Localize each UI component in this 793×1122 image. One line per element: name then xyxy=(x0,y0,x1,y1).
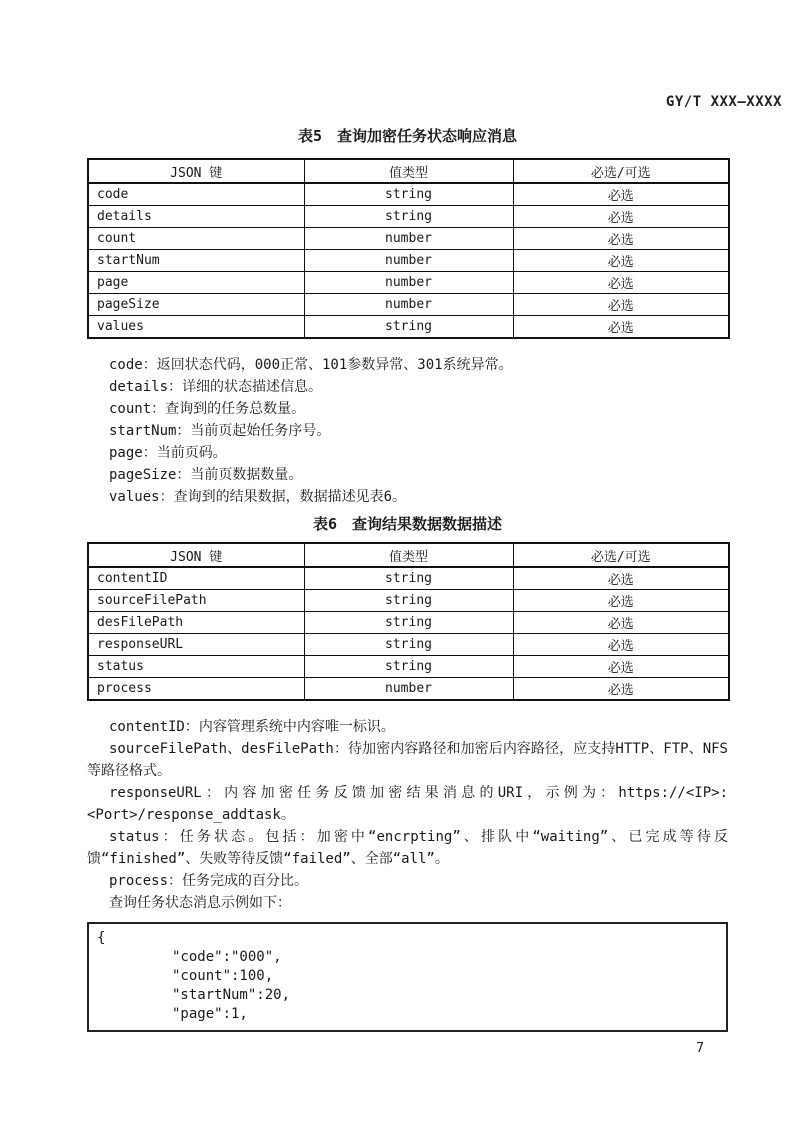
table6-notes xyxy=(87,716,728,914)
cell-value-type: string xyxy=(304,183,513,206)
cell-value-type: number xyxy=(304,250,513,272)
json-example-box xyxy=(87,922,728,1032)
cell-json-key: contentID xyxy=(88,567,304,590)
cell-value-type: number xyxy=(304,272,513,294)
table6-col-value-type: 值类型 xyxy=(304,543,513,567)
cell-required: 必选 xyxy=(513,634,729,656)
table6-title: 表6 查询结果数据数据描述 xyxy=(312,515,503,533)
cell-value-type: string xyxy=(304,612,513,634)
note-line: pageSize：当前页数据数量。 xyxy=(109,467,303,483)
table-row xyxy=(88,590,729,612)
table5-title: 表5 查询加密任务状态响应消息 xyxy=(297,127,518,145)
cell-required: 必选 xyxy=(513,250,729,272)
table-row xyxy=(88,634,729,656)
table-row xyxy=(88,294,729,316)
table6 xyxy=(87,542,730,701)
table-row xyxy=(88,612,729,634)
cell-json-key: count xyxy=(88,228,304,250)
cell-json-key: desFilePath xyxy=(88,612,304,634)
cell-json-key: startNum xyxy=(88,250,304,272)
page-number: 7 xyxy=(696,1041,704,1056)
note-line: process：任务完成的百分比。 xyxy=(109,873,309,889)
note-line: values：查询到的结果数据，数据描述见表6。 xyxy=(109,489,406,505)
cell-json-key: process xyxy=(88,678,304,701)
cell-json-key: details xyxy=(88,206,304,228)
note-line: responseURL：内容加密任务反馈加密结果消息的URI，示例为：https://<IP>:<Port>/response_addtask。 xyxy=(87,785,728,823)
cell-json-key: sourceFilePath xyxy=(88,590,304,612)
cell-json-key: page xyxy=(88,272,304,294)
cell-value-type: string xyxy=(304,634,513,656)
cell-required: 必选 xyxy=(513,294,729,316)
note-line: count：查询到的任务总数量。 xyxy=(109,401,306,417)
page-header xyxy=(0,94,793,110)
page-footer xyxy=(87,1041,728,1056)
table5-col-required: 必选/可选 xyxy=(513,159,729,183)
cell-json-key: status xyxy=(88,656,304,678)
table-row xyxy=(88,272,729,294)
cell-value-type: string xyxy=(304,316,513,339)
table-row xyxy=(88,678,729,701)
cell-value-type: number xyxy=(304,294,513,316)
cell-value-type: string xyxy=(304,567,513,590)
table6-col-json-key: JSON 键 xyxy=(88,543,304,567)
table-row xyxy=(88,250,729,272)
table-row xyxy=(88,567,729,590)
cell-value-type: number xyxy=(304,228,513,250)
note-line: 查询任务状态消息示例如下： xyxy=(109,895,291,911)
cell-required: 必选 xyxy=(513,228,729,250)
table-row xyxy=(88,656,729,678)
note-line: page：当前页码。 xyxy=(109,445,227,461)
table6-col-required: 必选/可选 xyxy=(513,543,729,567)
table5-header-row xyxy=(88,159,729,183)
table5-notes xyxy=(87,354,728,508)
code-line: "count":100, xyxy=(172,968,274,984)
note-line: status：任务状态。包括：加密中“encrpting”、排队中“waiting”、已完成等待反馈“finished”、失败等待反馈“failed”、全部“all”。 xyxy=(87,829,728,867)
table-row xyxy=(88,206,729,228)
cell-value-type: string xyxy=(304,206,513,228)
table-row xyxy=(88,228,729,250)
note-line: code：返回状态代码，000正常、101参数异常、301系统异常。 xyxy=(109,357,513,373)
cell-required: 必选 xyxy=(513,183,729,206)
cell-value-type: string xyxy=(304,656,513,678)
doc-code: GY/T XXX—XXXX xyxy=(665,94,782,110)
cell-required: 必选 xyxy=(513,316,729,339)
code-line: { xyxy=(97,930,106,946)
cell-json-key: values xyxy=(88,316,304,339)
table-row xyxy=(88,183,729,206)
cell-value-type: number xyxy=(304,678,513,701)
cell-required: 必选 xyxy=(513,656,729,678)
code-line: "startNum":20, xyxy=(172,987,291,1003)
note-line: sourceFilePath、desFilePath：待加密内容路径和加密后内容路径，应支持HTTP、FTP、NFS等路径格式。 xyxy=(87,741,728,779)
cell-json-key: responseURL xyxy=(88,634,304,656)
cell-required: 必选 xyxy=(513,612,729,634)
code-line: "code":"000", xyxy=(172,949,282,965)
page-content xyxy=(87,127,728,1056)
cell-json-key: code xyxy=(88,183,304,206)
table-row xyxy=(88,316,729,339)
cell-value-type: string xyxy=(304,590,513,612)
note-line: contentID：内容管理系统中内容唯一标识。 xyxy=(109,719,395,735)
cell-required: 必选 xyxy=(513,567,729,590)
table6-header-row xyxy=(88,543,729,567)
cell-required: 必选 xyxy=(513,206,729,228)
cell-required: 必选 xyxy=(513,272,729,294)
table5-col-value-type: 值类型 xyxy=(304,159,513,183)
table5 xyxy=(87,158,730,339)
cell-json-key: pageSize xyxy=(88,294,304,316)
cell-required: 必选 xyxy=(513,590,729,612)
note-line: startNum：当前页起始任务序号。 xyxy=(109,423,331,439)
note-line: details：详细的状态描述信息。 xyxy=(109,379,323,395)
cell-required: 必选 xyxy=(513,678,729,701)
code-line: "page":1, xyxy=(172,1006,248,1022)
table5-col-json-key: JSON 键 xyxy=(88,159,304,183)
